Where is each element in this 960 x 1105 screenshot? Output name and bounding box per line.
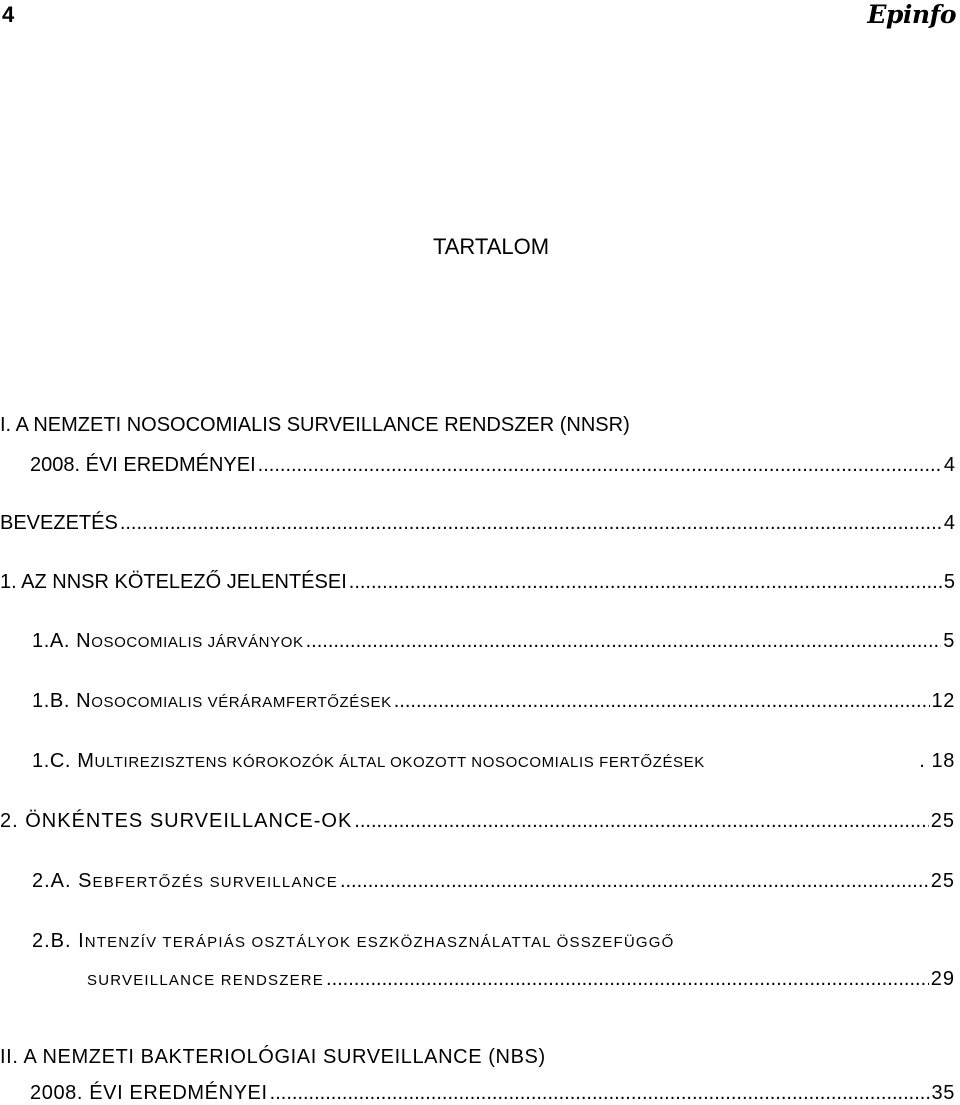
toc-entry-label: 1.B. NOSOCOMIALIS VÉRÁRAMFERTŐZÉSEK: [32, 690, 392, 712]
toc-entry-label: 2. ÖNKÉNTES SURVEILLANCE-OK: [0, 810, 353, 832]
toc-entry-label: 2008. ÉVI EREDMÉNYEI: [30, 454, 256, 476]
toc-entry-label: 2008. ÉVI EREDMÉNYEI: [30, 1082, 268, 1104]
toc-entry-part1[interactable]: [30, 454, 955, 477]
toc-page-number: 4: [943, 454, 955, 476]
toc-page-number: . 18: [919, 750, 955, 772]
toc-entry-section-1b[interactable]: [32, 690, 955, 713]
toc-page-number: 4: [943, 512, 955, 534]
toc-leader-dots: [349, 571, 942, 594]
page-title: TARTALOM: [432, 234, 550, 259]
toc-page-number: 12: [931, 690, 955, 712]
toc-leader-dots: [270, 1082, 930, 1105]
toc-page-number: 5: [943, 571, 955, 593]
toc-leader-dots: [326, 968, 929, 991]
toc-entry-section-2[interactable]: [0, 810, 955, 833]
toc-entry-label: 2.A. SEBFERTŐZÉS SURVEILLANCE: [32, 870, 338, 892]
toc-entry-section-1c[interactable]: [32, 750, 955, 773]
toc-entry-label: SURVEILLANCE RENDSZERE: [87, 972, 325, 989]
toc-page-number: 29: [930, 968, 955, 990]
toc-page-number: 5: [943, 630, 955, 652]
page-number: 4: [2, 2, 15, 27]
toc-entry-section-2b-line2[interactable]: [87, 968, 955, 991]
toc-entry-section-1a[interactable]: [32, 630, 955, 653]
epinfo-logo: Epinfo: [867, 0, 956, 29]
toc-leader-dots: [306, 630, 942, 653]
toc-page-number: 25: [930, 810, 955, 832]
toc-leader-dots: [394, 690, 930, 713]
toc-entry-label: BEVEZETÉS: [0, 512, 118, 534]
toc-part2-heading: II. A NEMZETI BAKTERIOLÓGIAI SURVEILLANCE (NBS): [0, 1046, 546, 1068]
toc-entry-section-1[interactable]: [0, 571, 955, 594]
toc-leader-dots: [258, 454, 942, 477]
toc-entry-section-2b-line1[interactable]: 2.B. INTENZÍV TERÁPIÁS OSZTÁLYOK ESZKÖZHASZNÁLATTAL ÖSSZEFÜGGŐ: [32, 930, 675, 952]
toc-entry-label: 1.A. NOSOCOMIALIS JÁRVÁNYOK: [32, 630, 304, 652]
toc-leader-dots: [354, 810, 928, 833]
toc-entry-label: 1.C. MULTIREZISZTENS KÓROKOZÓK ÁLTAL OKOZOTT NOSOCOMIALIS FERTŐZÉSEK: [32, 750, 705, 772]
toc-entry-section-2a[interactable]: [32, 870, 955, 893]
toc-entry-part2[interactable]: [30, 1082, 955, 1105]
toc-entry-label: 1. AZ NNSR KÖTELEZŐ JELENTÉSEI: [0, 571, 347, 593]
toc-leader-dots: [120, 512, 942, 535]
toc-part1-heading: I. A NEMZETI NOSOCOMIALIS SURVEILLANCE RENDSZER (NNSR): [0, 414, 630, 436]
toc-page-number: 25: [930, 870, 955, 892]
toc-entry-intro[interactable]: [0, 512, 955, 535]
toc-leader-dots: [340, 870, 929, 893]
toc-page-number: 35: [931, 1082, 955, 1104]
